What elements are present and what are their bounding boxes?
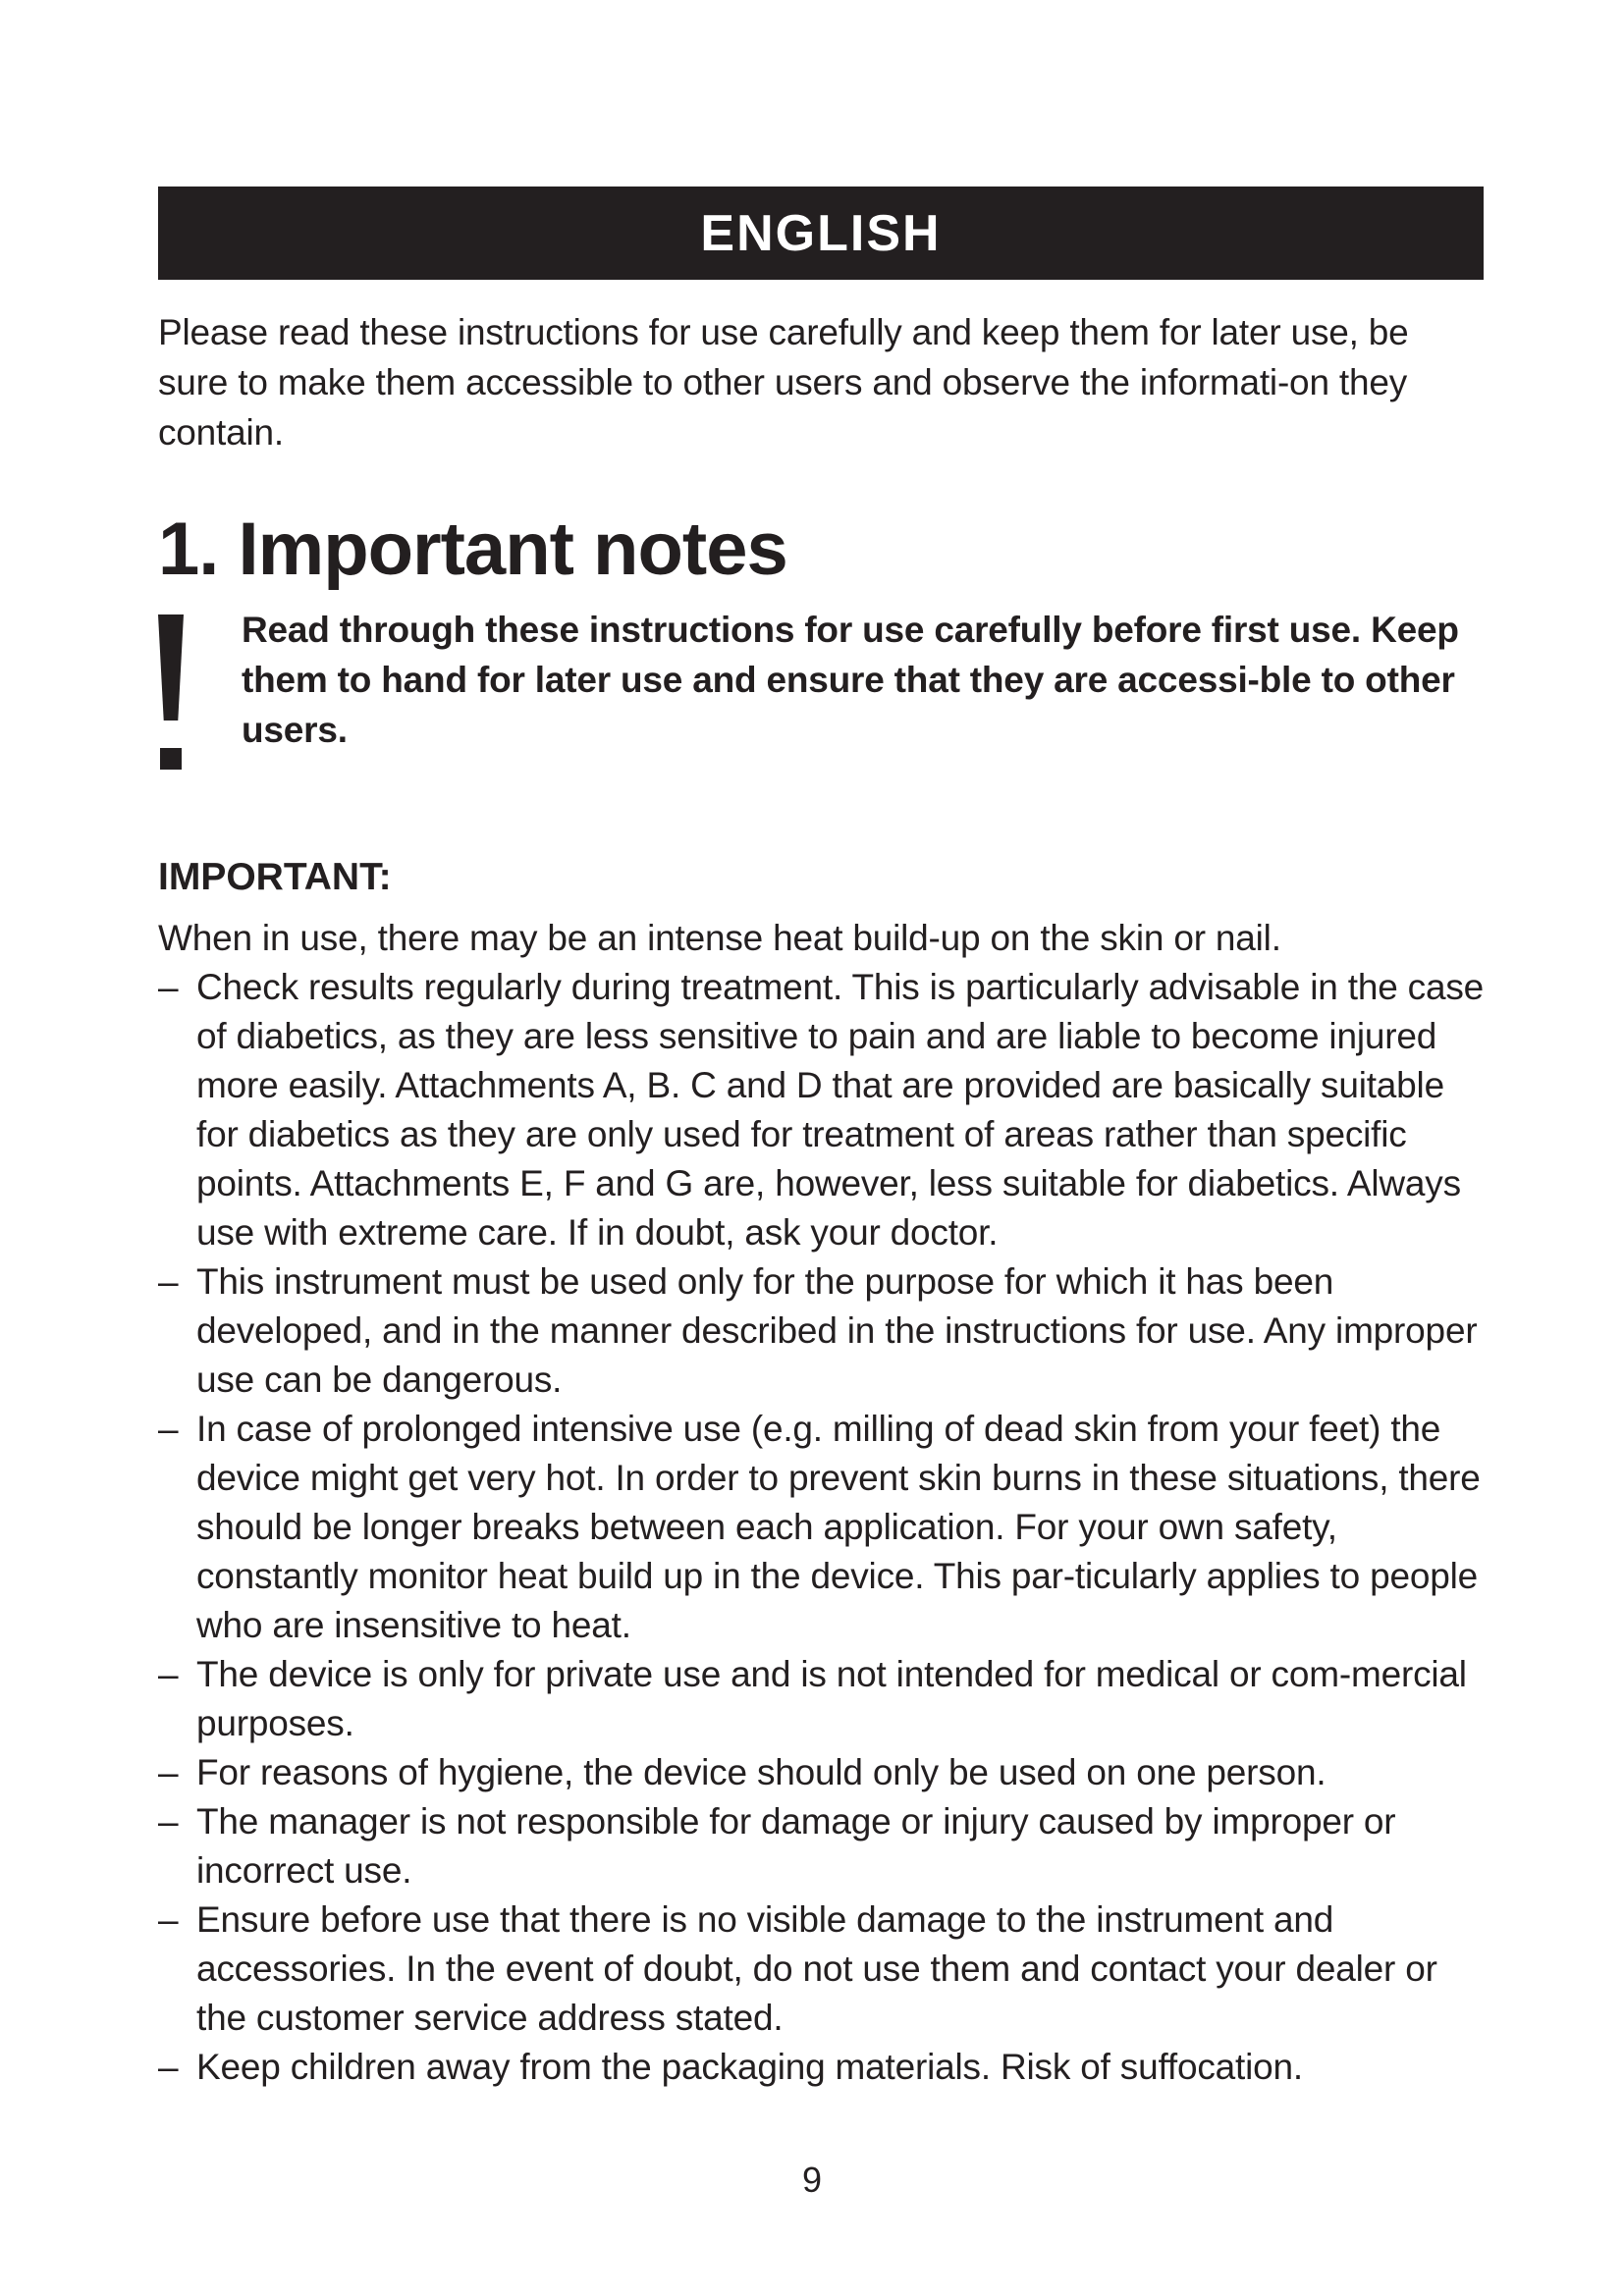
document-page <box>158 187 1484 2092</box>
list-item <box>158 1896 1484 2043</box>
dash-bullet: – <box>158 1752 179 1792</box>
list-item <box>158 1650 1484 1748</box>
list-item <box>158 1257 1484 1405</box>
list-item-text: This instrument must be used only for the purpose for which it has been developed, and in the manner described in the instructions for use. Any improper use can be dangerous. <box>196 1261 1478 1400</box>
dash-bullet: – <box>158 1801 179 1842</box>
dash-bullet: – <box>158 967 179 1007</box>
list-item-text: Ensure before use that there is no visible damage to the instrument and accessories. In the event of doubt, do not use them and contact your dealer or the customer service address stated. <box>196 1899 1437 2038</box>
list-item-text: In case of prolonged intensive use (e.g. milling of dead skin from your feet) the device might get very hot. In order to prevent skin burns in these situations, there should be longer breaks between each application. For your own safety, constantly monitor heat build up in the device. This par-ticularly applies to people who are insensitive to heat. <box>196 1409 1481 1645</box>
page-number: 9 <box>801 2160 823 2200</box>
intro-paragraph: Please read these instructions for use carefully and keep them for later use, be sure to make them accessible to other users and observe the informati-on they contain. <box>158 312 1409 453</box>
dash-bullet: – <box>158 2047 179 2087</box>
list-item-text: Check results regularly during treatment. This is particularly advisable in the case of diabetics, as they are less sensitive to pain and are liable to become injured more easily. Attachments A, B. C and D that are provided are basically suitable for diabetics as they are only used for treatment of areas rather than specific points. Attachments E, F and G are, however, less suitable for diabetics. Always use with extreme care. If in doubt, ask your doctor. <box>196 967 1485 1253</box>
section-title: 1. Important notes <box>158 507 787 591</box>
important-lead: When in use, there may be an intense heat build-up on the skin or nail. <box>158 918 1281 958</box>
warning-notice <box>158 605 1484 755</box>
dash-bullet: – <box>158 1899 179 1940</box>
important-heading: IMPORTANT: <box>158 856 392 898</box>
list-item <box>158 1797 1484 1896</box>
list-item-text: The manager is not responsible for damage or injury caused by improper or incorrect use. <box>196 1801 1396 1891</box>
list-item <box>158 1748 1484 1797</box>
list-item <box>158 963 1484 1257</box>
dash-bullet: – <box>158 1654 179 1694</box>
exclamation-icon <box>158 614 184 772</box>
notes-list <box>158 963 1484 2092</box>
warning-text: Read through these instructions for use carefully before first use. Keep them to hand for later use and ensure that they are accessi-ble to other users. <box>242 610 1459 750</box>
list-item-text: The device is only for private use and is not intended for medical or com-mercial purposes. <box>196 1654 1467 1743</box>
list-item-text: For reasons of hygiene, the device should only be used on one person. <box>196 1752 1326 1792</box>
dash-bullet: – <box>158 1409 179 1449</box>
list-item <box>158 1405 1484 1650</box>
list-item <box>158 2043 1484 2092</box>
dash-bullet: – <box>158 1261 179 1302</box>
list-item-text: Keep children away from the packaging materials. Risk of suffocation. <box>196 2047 1303 2087</box>
language-label: ENGLISH <box>700 204 942 262</box>
language-banner <box>158 187 1484 280</box>
